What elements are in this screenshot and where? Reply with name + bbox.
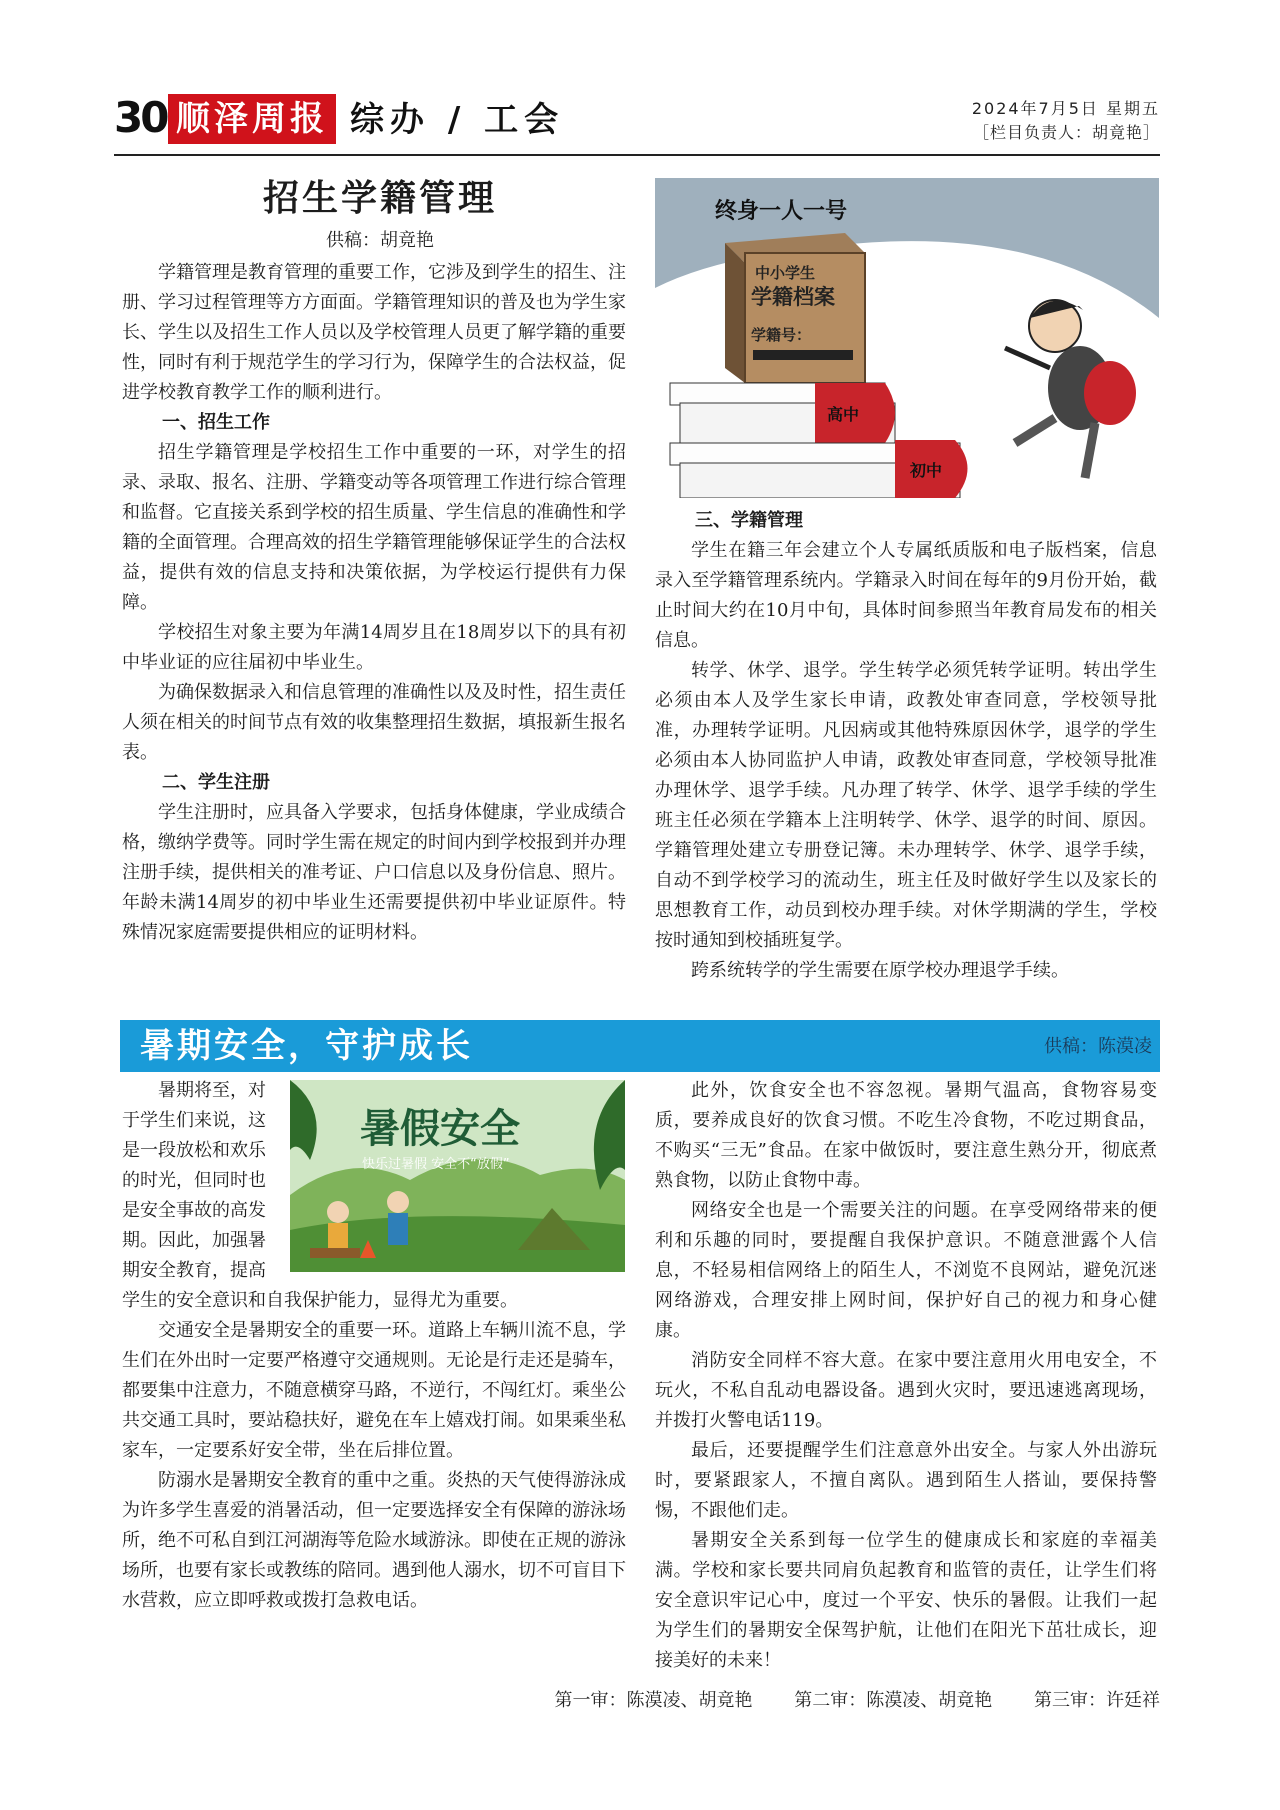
- paragraph: 防溺水是暑期安全教育的重中之重。炎热的天气使得游泳成为许多学生喜爱的消暑活动，但一定要选择安全有保障的游泳场所，绝不可私自到江河湖海等危险水域游泳。即使在正规的游泳场所，也要有家长或教练的陪同。遇到他人溺水，切不可盲目下水营救，应立即呼救或拨打急救电话。: [122, 1470, 626, 1611]
- book-label: 高中: [827, 405, 860, 424]
- newspaper-logo: 顺泽周报: [168, 94, 336, 144]
- archive-box-side: [725, 243, 745, 383]
- log: [310, 1248, 360, 1258]
- review-second: 第二审：陈漠凌、胡竟艳: [794, 1690, 993, 1711]
- issue-date: 2024年7月5日 星期五: [971, 99, 1160, 118]
- article-column-right: [655, 506, 1157, 986]
- intro-line: 的时光，但同时也: [122, 1170, 266, 1191]
- review-credits: [519, 1688, 1160, 1714]
- illustration-title: 暑假安全: [360, 1105, 520, 1152]
- intro-line: 期安全教育，提高: [122, 1260, 266, 1281]
- article-title: 招生学籍管理: [262, 178, 497, 219]
- intro-line: 期。因此，加强暑: [122, 1230, 266, 1251]
- student-record-illustration: [655, 178, 1159, 498]
- child-body: [388, 1213, 408, 1245]
- archive-box-label: 学籍档案: [751, 285, 835, 309]
- archive-box-label: 中小学生: [755, 264, 816, 282]
- header-divider: [114, 154, 1160, 156]
- barcode: [753, 350, 853, 360]
- paragraph: 学生注册时，应具备入学要求，包括身体健康，学业成绩合格，缴纳学费等。同时学生需在规定的时间内到学校报到并办理注册手续，提供相关的准考证、户口信息以及身份信息、照片。年龄未满14周岁的初中毕业生还需要提供初中毕业证原件。特殊情况家庭需要提供相应的证明材料。: [122, 802, 626, 943]
- paragraph: 最后，还要提醒学生们注意意外出安全。与家人外出游玩时，要紧跟家人，不擅自离队。遇到陌生人搭讪，要保持警惕，不跟他们走。: [655, 1440, 1157, 1521]
- summer-safety-illustration: [290, 1080, 625, 1272]
- review-third: 第三审：许廷祥: [1034, 1690, 1160, 1711]
- article-column-right: [655, 1076, 1157, 1676]
- paragraph: 学生的安全意识和自我保护能力，显得尤为重要。: [122, 1290, 518, 1311]
- section-heading: 三、学籍管理: [695, 510, 803, 531]
- intro-line: 是一段放松和欢乐: [122, 1140, 266, 1161]
- child-head: [387, 1191, 409, 1213]
- paragraph: 跨系统转学的学生需要在原学校办理退学手续。: [691, 960, 1069, 981]
- paragraph: 学校招生对象主要为年满14周岁且在18周岁以下的具有初中毕业证的应往届初中毕业生。: [122, 622, 626, 673]
- paragraph: 为确保数据录入和信息管理的准确性以及及时性，招生责任人须在相关的时间节点有效的收集整理招生数据，填报新生报名表。: [122, 682, 626, 763]
- student-leg: [1085, 423, 1095, 478]
- article-title: 暑期安全，守护成长: [140, 1026, 473, 1066]
- column-editor: ［栏目负责人：胡竟艳］: [972, 123, 1160, 142]
- paragraph: 此外，饮食安全也不容忽视。暑期气温高，食物容易变质，要养成良好的饮食习惯。不吃生冷食物，不吃过期食品，不购买“三无”食品。在家中做饭时，要注意生熟分开，彻底煮熟食物，以防止食物中毒。: [655, 1080, 1157, 1191]
- review-first: 第一审：陈漠凌、胡竟艳: [554, 1690, 753, 1711]
- paragraph: 暑期安全关系到每一位学生的健康成长和家庭的幸福美满。学校和家长要共同肩负起教育和监管的责任，让学生们将安全意识牢记心中，度过一个平安、快乐的暑假。让我们一起为学生们的暑期安全保驾护航，让他们在阳光下茁壮成长，迎接美好的未来！: [655, 1530, 1157, 1671]
- illustration-subtitle: 快乐过暑假 安全不“放假”: [362, 1157, 510, 1172]
- article-column-left: [122, 258, 626, 948]
- paragraph: 网络安全也是一个需要关注的问题。在享受网络带来的便利和乐趣的同时，要提醒自我保护意识。不随意泄露个人信息，不轻易相信网络上的陌生人，不浏览不良网站，避免沉迷网络游戏，合理安排上网时间，保护好自己的视力和身心健康。: [655, 1200, 1157, 1341]
- article-byline: 供稿：胡竟艳: [326, 230, 434, 251]
- student-arm: [1005, 348, 1050, 368]
- paragraph: 交通安全是暑期安全的重要一环。道路上车辆川流不息，学生们在外出时一定要严格遵守交通规则。无论是行走还是骑车，都要集中注意力，不随意横穿马路，不逆行，不闯红灯。乘坐公共交通工具时，要站稳扶好，避免在车上嬉戏打闹。如果乘坐私家车，一定要系好安全带，坐在后排位置。: [122, 1320, 626, 1461]
- section-heading: 二、学生注册: [162, 772, 270, 793]
- intro-line: 暑期将至，对: [158, 1080, 266, 1101]
- article-byline: 供稿：陈漠凌: [1044, 1036, 1152, 1057]
- student-leg: [1015, 418, 1055, 443]
- paragraph: 学生在籍三年会建立个人专属纸质版和电子版档案，信息录入至学籍管理系统内。学籍录入时间在每年的9月份开始，截止时间大约在10月中旬，具体时间参照当年教育局发布的相关信息。: [655, 540, 1157, 651]
- illustration-caption: 终身一人一号: [715, 199, 848, 224]
- section-title: 综办 / 工会: [350, 100, 565, 140]
- paragraph: 消防安全同样不容大意。在家中要注意用火用电安全，不玩火，不私自乱动电器设备。遇到火灾时，要迅速逃离现场，并拨打火警电话119。: [655, 1350, 1157, 1431]
- archive-box-label: 学籍号：: [751, 326, 812, 344]
- intro-line: 是安全事故的高发: [122, 1200, 266, 1221]
- child-body: [328, 1223, 348, 1249]
- paragraph: 招生学籍管理是学校招生工作中重要的一环，对学生的招录、录取、报名、注册、学籍变动等各项管理工作进行综合管理和监督。它直接关系到学校的招生质量、学生信息的准确性和学籍的全面管理。合理高效的招生学籍管理能够保证学生的合法权益，提供有效的信息支持和决策依据，为学校运行提供有力保障。: [122, 442, 626, 613]
- child-head: [327, 1201, 349, 1223]
- paragraph: 学籍管理是教育管理的重要工作，它涉及到学生的招生、注册、学习过程管理等方方面面。学籍管理知识的普及也为学生家长、学生以及招生工作人员以及学校管理人员更了解学籍的重要性，同时有利于规范学生的学习行为，保障学生的合法权益，促进学校教育教学工作的顺利进行。: [122, 262, 626, 403]
- page-number: 30: [114, 93, 167, 142]
- book-label: 初中: [910, 461, 943, 480]
- intro-line: 于学生们来说，这: [122, 1110, 266, 1131]
- student-backpack: [1084, 361, 1136, 425]
- article-column-left: [122, 1286, 626, 1616]
- paragraph: 转学、休学、退学。学生转学必须凭转学证明。转出学生必须由本人及学生家长申请，政教处审查同意，学校领导批准，办理转学证明。凡因病或其他特殊原因休学，退学的学生必须由本人协同监护人申请，政教处审查同意，学校领导批准办理休学、退学手续。凡办理了转学、休学、退学手续的学生班主任必须在学籍本上注明转学、休学、退学的时间、原因。学籍管理处建立专册登记簿。未办理转学、休学、退学手续，自动不到学校学习的流动生，班主任及时做好学生以及家长的思想教育工作，动员到校办理手续。对休学期满的学生，学校按时通知到校插班复学。: [655, 660, 1157, 951]
- section-heading: 一、招生工作: [162, 412, 270, 433]
